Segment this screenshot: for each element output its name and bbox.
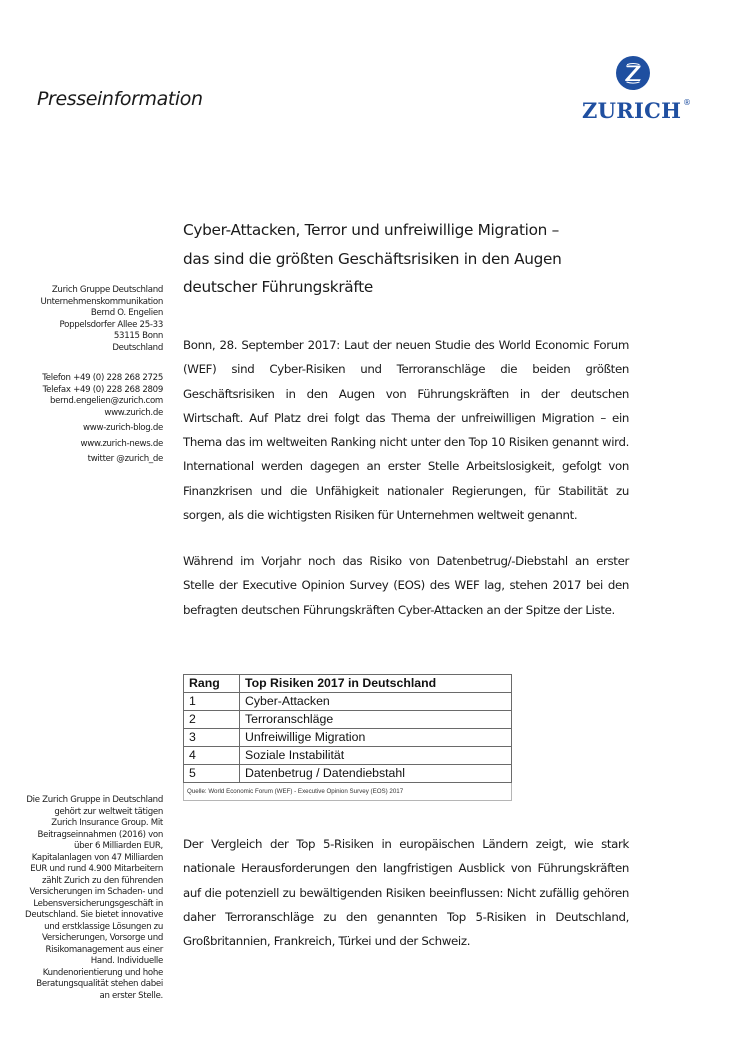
title-line-2: das sind die größten Geschäftsrisiken in den Augen xyxy=(183,249,562,268)
website-link[interactable]: www.zurich.de xyxy=(104,407,163,418)
contact-person: Bernd O. Engelien xyxy=(90,308,163,318)
contact-fax: Telefax +49 (0) 228 268 2809 xyxy=(42,384,163,395)
about-line: Risikomanagement aus einer xyxy=(45,944,163,955)
press-release-title xyxy=(183,216,643,302)
risk-cell: Cyber-Attacken xyxy=(240,693,512,711)
rank-cell: 2 xyxy=(184,711,240,729)
zurich-logo xyxy=(580,56,696,130)
contact-address-block xyxy=(40,285,163,354)
table-source-note: Quelle: World Economic Forum (WEF) - Executive Opinion Survey (EOS) 2017 xyxy=(184,783,512,801)
about-line: Beratungsqualität stehen dabei xyxy=(36,979,163,989)
table-row xyxy=(184,747,512,765)
risk-cell: Datenbetrug / Datendiebstahl xyxy=(240,765,512,783)
about-line: gehört zur weltweit tätigen xyxy=(54,806,163,817)
about-line: über 6 Milliarden EUR, xyxy=(73,841,163,851)
contact-city: 53115 Bonn xyxy=(113,331,163,341)
contact-street: Poppelsdorfer Allee 25-33 xyxy=(59,319,163,330)
title-line-3: deutscher Führungskräfte xyxy=(183,278,374,296)
blog-link[interactable]: www-zurich-blog.de xyxy=(83,423,163,433)
about-zurich-block xyxy=(25,795,163,1002)
rank-cell: 5 xyxy=(184,765,240,783)
about-line: Lebensversicherungsgeschäft in xyxy=(33,898,163,909)
zurich-wordmark: ZURICH xyxy=(582,98,682,123)
title-line-1: Cyber-Attacken, Terror und unfreiwillige Migration – xyxy=(183,221,559,239)
zurich-z-circle-icon xyxy=(616,56,650,90)
body-paragraph-2: Während im Vorjahr noch das Risiko von Datenbetrug/-Diebstahl an erster Stelle der Executive Opinion Survey (EOS) des WEF lag, stehen 2017 bei den befragten deutschen Führungskräften Cyber-Attacken an der Spitze der Liste. xyxy=(183,554,629,617)
header-risk: Top Risiken 2017 in Deutschland xyxy=(240,675,512,693)
registered-mark: ® xyxy=(683,98,691,107)
contact-links-block xyxy=(42,373,163,466)
table-row xyxy=(184,711,512,729)
about-line: an erster Stelle. xyxy=(99,990,163,1001)
table-row xyxy=(184,693,512,711)
news-link[interactable]: www.zurich-news.de xyxy=(80,438,163,449)
document-type-heading: Presseinformation xyxy=(37,88,203,110)
table-header-row xyxy=(184,675,512,693)
table-source-row xyxy=(184,783,512,801)
table-row xyxy=(184,729,512,747)
risk-cell: Unfreiwillige Migration xyxy=(240,729,512,747)
body-paragraph-1: Bonn, 28. September 2017: Laut der neuen Studie des World Economic Forum (WEF) sind Cyber-Risiken und Terroranschläge die beiden größten Geschäftsrisiken in den Augen von Führungskräften in der deutschen Wirtschaft. Auf Platz drei folgt das Thema der unfreiwilligen Migration – ein Thema das im weltweiten Ranking nicht unter den Top 10 Risiken genannt wird. International werden dagegen an erster Stelle Arbeitslosigkeit, gefolgt von Finanzkrisen und die Unfähigkeit nationaler Regierungen, für Stabilität zu sorgen, als die wichtigsten Risiken für Unternehmen weltweit genannt. xyxy=(183,338,629,523)
contact-department: Unternehmenskommunikation xyxy=(40,296,163,307)
about-line: Deutschland. Sie bietet innovative xyxy=(25,910,163,920)
body-paragraph-3: Der Vergleich der Top 5-Risiken in europäischen Ländern zeigt, wie stark nationale Herausforderungen den langfristigen Ausblick von Führungskräften auf die potenziell zu bewältigenden Risiken beeinflussen: Nicht zufällig gehören daher Terroranschläge zu den genannten Top 5-Risiken in Deutschland, Großbritannien, Frankreich, Türkei und der Schweiz. xyxy=(183,837,629,949)
about-line: Beitragseinnahmen (2016) von xyxy=(37,829,163,840)
rank-cell: 4 xyxy=(184,747,240,765)
top-risks-table xyxy=(183,674,512,801)
risk-cell: Soziale Instabilität xyxy=(240,747,512,765)
about-line: Kundenorientierung und hohe xyxy=(42,967,163,978)
rank-cell: 3 xyxy=(184,729,240,747)
rank-cell: 1 xyxy=(184,693,240,711)
header-rank: Rang xyxy=(184,675,240,693)
about-line: Zurich Insurance Group. Mit xyxy=(51,818,163,828)
risk-cell: Terroranschläge xyxy=(240,711,512,729)
about-line: Die Zurich Gruppe in Deutschland xyxy=(26,795,163,805)
table-row xyxy=(184,765,512,783)
contact-phone: Telefon +49 (0) 228 268 2725 xyxy=(42,373,163,383)
about-line: Versicherungen im Schaden- und xyxy=(29,887,163,897)
about-line: EUR und rund 4.900 Mitarbeitern xyxy=(30,864,163,874)
about-line: Versicherungen, Vorsorge und xyxy=(42,933,163,943)
contact-country: Deutschland xyxy=(112,342,163,353)
about-line: zählt Zurich zu den führenden xyxy=(42,875,163,886)
contact-email-link[interactable]: bernd.engelien@zurich.com xyxy=(50,396,163,406)
twitter-link[interactable]: twitter @zurich_de xyxy=(87,454,163,464)
about-line: Kapitalanlagen von 47 Milliarden xyxy=(31,852,163,863)
about-line: Hand. Individuelle xyxy=(90,956,163,966)
about-line: und erstklassige Lösungen zu xyxy=(44,921,163,932)
contact-company: Zurich Gruppe Deutschland xyxy=(51,285,163,295)
